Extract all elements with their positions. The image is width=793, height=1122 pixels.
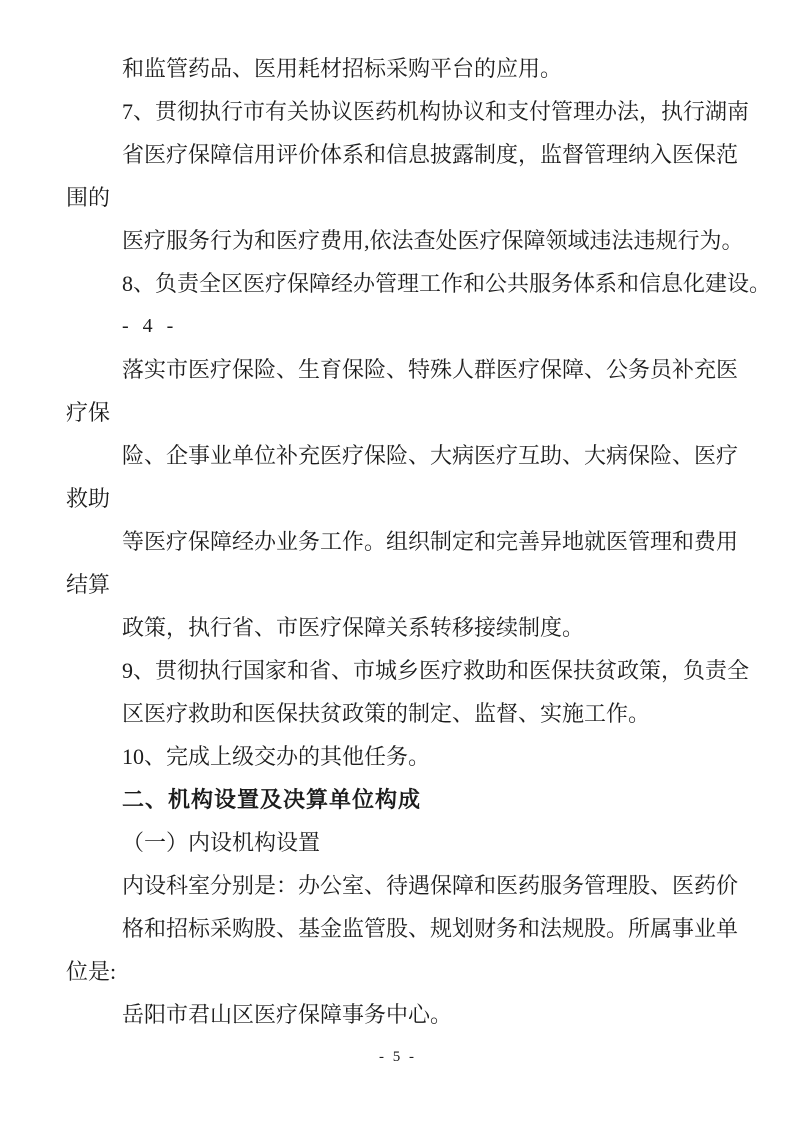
document-line: 10、完成上级交办的其他任务。 (122, 744, 431, 769)
document-line: 内设科室分别是：办公室、待遇保障和医药服务管理股、医药价 (122, 873, 739, 898)
document-line: （一）内设机构设置 (122, 830, 321, 855)
document-line: 和监管药品、医用耗材招标采购平台的应用。 (122, 56, 563, 81)
document-line: 格和招标采购股、基金监管股、规划财务和法规股。所属事业单 (122, 916, 739, 941)
document-line: 落实市医疗保险、生育保险、特殊人群医疗保障、公务员补充医 (122, 357, 739, 382)
document-line: 等医疗保障经办业务工作。组织制定和完善异地就医管理和费用 (122, 529, 739, 554)
document-line: 9、贯彻执行国家和省、市城乡医疗救助和医保扶贫政策，负责全 (122, 658, 750, 683)
document-line: 结算 (66, 572, 111, 597)
document-line: 省医疗保障信用评价体系和信息披露制度，监督管理纳入医保范 (122, 142, 739, 167)
document-line: 医疗服务行为和医疗费用,依法查处医疗保障领域违法违规行为。 (122, 228, 744, 253)
document-line: 位是: (66, 959, 117, 984)
document-line: 政策，执行省、市医疗保障关系转移接续制度。 (122, 615, 585, 640)
document-line: 7、贯彻执行市有关协议医药机构协议和支付管理办法，执行湖南 (122, 99, 750, 124)
document-line: 二、机构设置及决算单位构成 (122, 787, 422, 812)
document-line: 8、负责全区医疗保障经办管理工作和公共服务体系和信息化建设。 (122, 271, 772, 296)
document-lines (66, 47, 772, 1036)
document-line: 救助 (66, 486, 111, 511)
document-line: - 4 - (122, 315, 174, 337)
document-line: 险、企事业单位补充医疗保险、大病医疗互助、大病保险、医疗 (122, 443, 739, 468)
document-line: 围的 (66, 185, 111, 210)
page-number-footer: - 5 - (379, 1049, 414, 1065)
document-line: 区医疗救助和医保扶贫政策的制定、监督、实施工作。 (122, 701, 651, 726)
document-line: 疗保 (66, 400, 111, 425)
document-line: 岳阳市君山区医疗保障事务中心。 (122, 1002, 453, 1027)
